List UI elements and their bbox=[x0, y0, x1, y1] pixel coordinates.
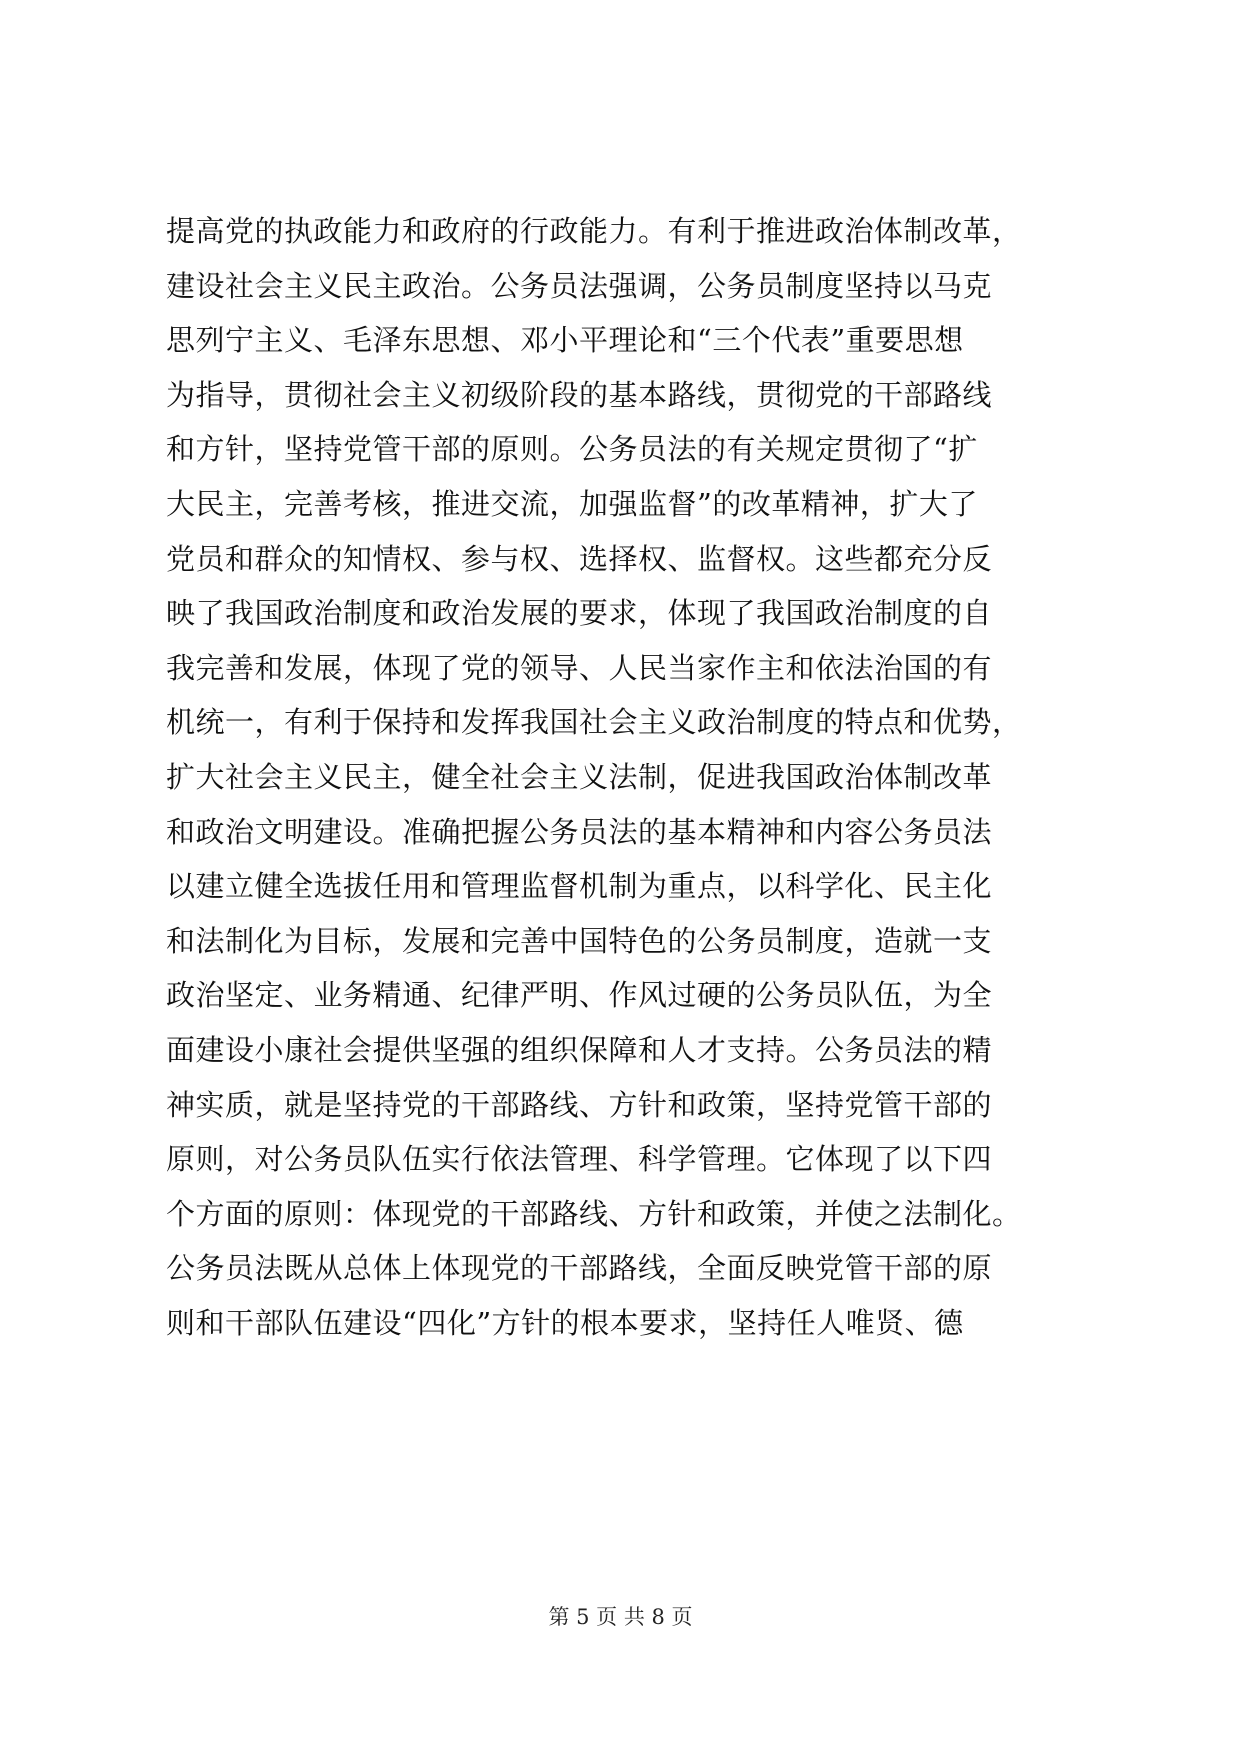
text-line: 建设社会主义民主政治。公务员法强调，公务员制度坚持以马克 bbox=[166, 268, 993, 303]
page-number-footer: 第 5 页 共 8 页 bbox=[548, 1605, 693, 1629]
text-line: 政治坚定、业务精通、纪律严明、作风过硬的公务员队伍，为全 bbox=[166, 978, 993, 1013]
text-line: 映了我国政治制度和政治发展的要求，体现了我国政治制度的自 bbox=[166, 596, 993, 631]
text-line: 和政治文明建设。准确把握公务员法的基本精神和内容公务员法 bbox=[166, 814, 993, 849]
text-line: 则和干部队伍建设“四化”方针的根本要求，坚持任人唯贤、德 bbox=[166, 1305, 964, 1340]
text-line: 和方针，坚持党管干部的原则。公务员法的有关规定贯彻了“扩 bbox=[166, 432, 978, 467]
text-line: 公务员法既从总体上体现党的干部路线，全面反映党管干部的原 bbox=[166, 1251, 993, 1286]
text-line: 神实质，就是坚持党的干部路线、方针和政策，坚持党管干部的 bbox=[166, 1087, 993, 1122]
text-line: 原则，对公务员队伍实行依法管理、科学管理。它体现了以下四 bbox=[166, 1142, 993, 1177]
text-line: 和法制化为目标，发展和完善中国特色的公务员制度，造就一支 bbox=[166, 923, 993, 958]
text-line: 提高党的执政能力和政府的行政能力。有利于推进政治体制改革， bbox=[166, 214, 1022, 248]
text-line: 大民主，完善考核，推进交流，加强监督”的改革精神，扩大了 bbox=[166, 486, 978, 521]
body-text bbox=[166, 204, 1096, 1350]
text-line: 扩大社会主义民主，健全社会主义法制，促进我国政治体制改革 bbox=[166, 759, 993, 794]
text-line: 为指导，贯彻社会主义初级阶段的基本路线，贯彻党的干部路线 bbox=[166, 377, 993, 412]
text-line: 以建立健全选拔任用和管理监督机制为重点，以科学化、民主化 bbox=[166, 869, 993, 904]
text-line: 我完善和发展，体现了党的领导、人民当家作主和依法治国的有 bbox=[166, 650, 993, 685]
text-line: 党员和群众的知情权、参与权、选择权、监督权。这些都充分反 bbox=[166, 541, 993, 576]
text-line: 个方面的原则：体现党的干部路线、方针和政策，并使之法制化。 bbox=[166, 1196, 1022, 1231]
text-line: 机统一，有利于保持和发挥我国社会主义政治制度的特点和优势， bbox=[166, 705, 1022, 740]
text-line: 思列宁主义、毛泽东思想、邓小平理论和“三个代表”重要思想 bbox=[166, 323, 964, 358]
text-line: 面建设小康社会提供坚强的组织保障和人才支持。公务员法的精 bbox=[166, 1032, 993, 1067]
